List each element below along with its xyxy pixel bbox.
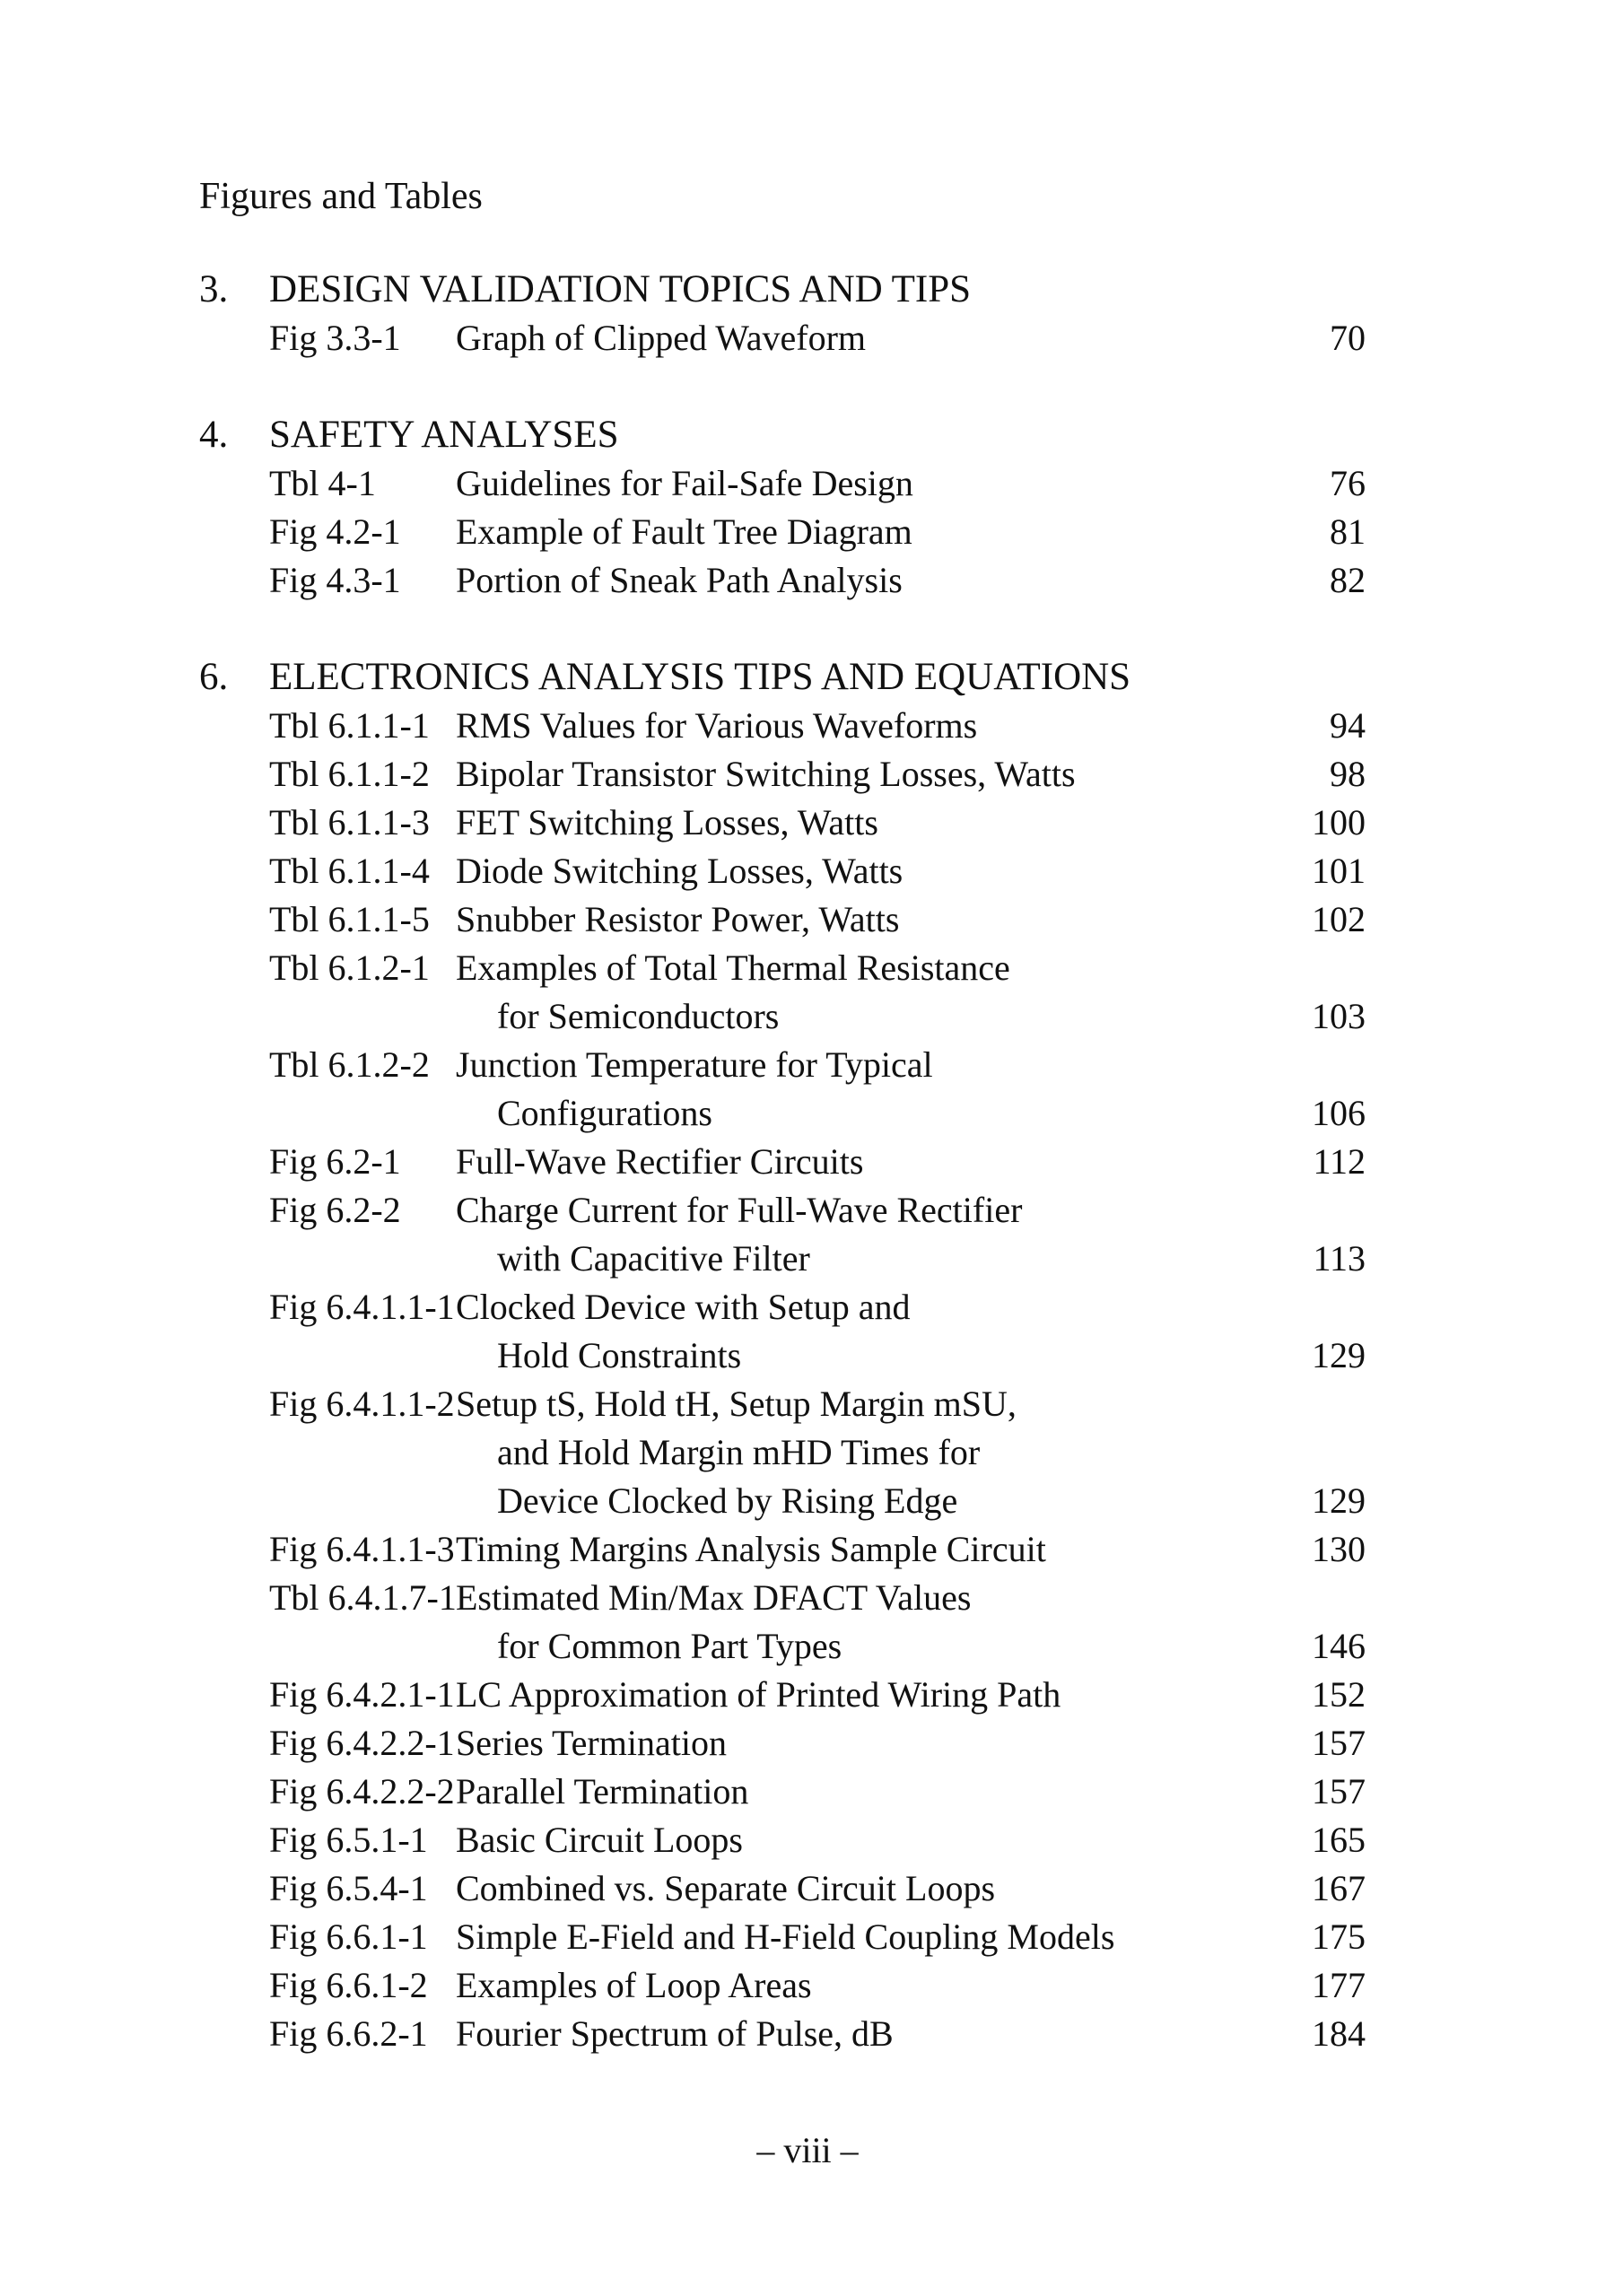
entry-title-line: Clocked Device with Setup and: [456, 1287, 911, 1327]
section-heading: [199, 266, 1366, 314]
toc-section: [199, 266, 1366, 362]
entry-title: [456, 314, 1276, 362]
entry-page-number: [1276, 1913, 1366, 1961]
toc-entry: [199, 459, 1366, 508]
entry-title-line: Basic Circuit Loops: [456, 1820, 743, 1860]
page-number-text: 103: [1312, 996, 1366, 1036]
entry-id: Fig 6.4.1.1-2: [269, 1384, 455, 1424]
entry-id: Fig 4.3-1: [269, 560, 401, 600]
entry-title: [456, 1961, 1276, 2010]
toc-entry: [199, 1525, 1366, 1574]
entry-id: Fig 4.2-1: [269, 511, 401, 552]
toc-section: [199, 411, 1366, 605]
entry-page-number: [1276, 1719, 1366, 1768]
entry-title-line: FET Switching Losses, Watts: [456, 802, 878, 842]
page-number-text: 165: [1312, 1820, 1366, 1860]
entry-title-line: Junction Temperature for Typical: [456, 1044, 933, 1085]
entry-title: [456, 1525, 1276, 1574]
entry-title: [456, 944, 1276, 1041]
entry-title-line: LC Approximation of Printed Wiring Path: [456, 1674, 1061, 1715]
entry-page-number: [1276, 702, 1366, 750]
entry-id: Fig 6.2-2: [269, 1190, 401, 1230]
entry-title-line: Estimated Min/Max DFACT Values: [456, 1577, 972, 1618]
section-number: 3.: [199, 268, 229, 310]
entry-title: [456, 1574, 1276, 1671]
toc-entry: [199, 1768, 1366, 1816]
entry-page-number: [1276, 750, 1366, 799]
toc-entry: [199, 2010, 1366, 2058]
entry-title-line: Examples of Loop Areas: [456, 1965, 812, 2005]
section-number: 4.: [199, 414, 229, 456]
entry-title: [456, 508, 1276, 556]
entry-id: Fig 6.4.2.2-1: [269, 1723, 455, 1763]
toc-entry: [199, 1574, 1366, 1671]
entry-title: [456, 556, 1276, 605]
entry-page-number: [1276, 1864, 1366, 1913]
section-heading: [199, 653, 1366, 702]
toc-entry: [199, 944, 1366, 1041]
toc-entry: [199, 1864, 1366, 1913]
page-header: Figures and Tables: [199, 176, 483, 217]
entry-id: Tbl 6.1.1-3: [269, 802, 430, 842]
entry-id: Fig 6.6.2-1: [269, 2013, 428, 2054]
toc-entry: [199, 702, 1366, 750]
entry-title-line: Device Clocked by Rising Edge: [497, 1480, 958, 1521]
page-number-text: 70: [1330, 318, 1366, 358]
entry-id: Fig 6.2-1: [269, 1141, 401, 1182]
entry-title: [456, 1768, 1276, 1816]
entry-title-line: Configurations: [497, 1093, 712, 1133]
entry-id: Fig 6.4.1.1-3: [269, 1529, 455, 1569]
entry-title-line: with Capacitive Filter: [497, 1238, 810, 1279]
entry-title-line: Setup tS, Hold tH, Setup Margin mSU,: [456, 1384, 1017, 1424]
toc-entry: [199, 1913, 1366, 1961]
page-number-text: 101: [1312, 851, 1366, 891]
entry-title-line: for Common Part Types: [497, 1626, 842, 1666]
toc-entry: [199, 750, 1366, 799]
entry-title: [456, 1864, 1276, 1913]
entry-page-number: [1276, 459, 1366, 508]
toc-entry: [199, 1283, 1366, 1380]
entry-title-line: for Semiconductors: [497, 996, 780, 1036]
toc-entry: [199, 1186, 1366, 1283]
section-title: ELECTRONICS ANALYSIS TIPS AND EQUATIONS: [269, 656, 1131, 698]
page-number-text: 98: [1330, 754, 1366, 794]
section-title: DESIGN VALIDATION TOPICS AND TIPS: [269, 268, 972, 310]
entry-title: [456, 1041, 1276, 1138]
page-number-text: 146: [1312, 1626, 1366, 1666]
entry-id: Fig 6.4.2.2-2: [269, 1771, 455, 1811]
entry-page-number: [1276, 1138, 1366, 1186]
entry-title-line: Portion of Sneak Path Analysis: [456, 560, 903, 600]
entry-title-line: Bipolar Transistor Switching Losses, Watts: [456, 754, 1076, 794]
entry-page-number: [1276, 556, 1366, 605]
page-number-text: 112: [1313, 1141, 1366, 1182]
entry-id: Fig 6.4.2.1-1: [269, 1674, 455, 1715]
entry-title-line: Guidelines for Fail-Safe Design: [456, 463, 913, 503]
entry-title: [456, 1138, 1276, 1186]
entry-title: [456, 895, 1276, 944]
toc-entry: [199, 1041, 1366, 1138]
entry-page-number: [1276, 1380, 1366, 1525]
entry-id: Fig 6.5.1-1: [269, 1820, 428, 1860]
section-number: 6.: [199, 656, 229, 698]
entry-id: Tbl 6.1.1-4: [269, 851, 430, 891]
entry-title: [456, 1380, 1276, 1525]
entry-id: Fig 6.5.4-1: [269, 1868, 428, 1908]
entry-id: Tbl 6.1.1-1: [269, 705, 430, 746]
entry-id: Fig 6.6.1-1: [269, 1916, 428, 1957]
page-number-text: 94: [1330, 705, 1366, 746]
entry-page-number: [1276, 1525, 1366, 1574]
toc-entry: [199, 847, 1366, 895]
page-number-text: 76: [1330, 463, 1366, 503]
entry-title-line: and Hold Margin mHD Times for: [497, 1432, 981, 1472]
entry-title: [456, 702, 1276, 750]
page-number-text: 129: [1312, 1480, 1366, 1521]
figures-tables-list: [199, 266, 1366, 2107]
entry-title-line: Series Termination: [456, 1723, 727, 1763]
entry-title: [456, 1283, 1276, 1380]
entry-page-number: [1276, 1283, 1366, 1380]
entry-page-number: [1276, 1041, 1366, 1138]
entry-page-number: [1276, 895, 1366, 944]
page-number-text: 100: [1312, 802, 1366, 842]
toc-entry: [199, 895, 1366, 944]
page-number-text: 152: [1312, 1674, 1366, 1715]
entry-title-line: Parallel Termination: [456, 1771, 749, 1811]
entry-page-number: [1276, 2010, 1366, 2058]
entry-page-number: [1276, 944, 1366, 1041]
entry-page-number: [1276, 847, 1366, 895]
section-heading: [199, 411, 1366, 459]
entry-title-line: Timing Margins Analysis Sample Circuit: [456, 1529, 1046, 1569]
page-number-text: 81: [1330, 511, 1366, 552]
entry-title: [456, 1816, 1276, 1864]
page-number-text: 167: [1312, 1868, 1366, 1908]
entry-title: [456, 459, 1276, 508]
entry-page-number: [1276, 799, 1366, 847]
entry-id: Tbl 6.1.1-5: [269, 899, 430, 939]
toc-entry: [199, 1719, 1366, 1768]
entry-page-number: [1276, 508, 1366, 556]
entry-title: [456, 750, 1276, 799]
toc-entry: [199, 1961, 1366, 2010]
page-number-text: 184: [1312, 2013, 1366, 2054]
entry-title-line: Charge Current for Full-Wave Rectifier: [456, 1190, 1023, 1230]
entry-title: [456, 1913, 1276, 1961]
toc-entry: [199, 314, 1366, 362]
toc-entry: [199, 799, 1366, 847]
entry-title-line: Combined vs. Separate Circuit Loops: [456, 1868, 996, 1908]
page-number-text: 106: [1312, 1093, 1366, 1133]
toc-entry: [199, 1380, 1366, 1525]
entry-page-number: [1276, 1671, 1366, 1719]
entry-title-line: Simple E-Field and H-Field Coupling Models: [456, 1916, 1115, 1957]
page-number-text: 177: [1312, 1965, 1366, 2005]
page-number-text: 130: [1312, 1529, 1366, 1569]
page-number-text: 157: [1312, 1771, 1366, 1811]
page-number: – viii –: [756, 2130, 859, 2170]
entry-title-line: Full-Wave Rectifier Circuits: [456, 1141, 864, 1182]
entry-title-line: Fourier Spectrum of Pulse, dB: [456, 2013, 894, 2054]
entry-title: [456, 1719, 1276, 1768]
toc-entry: [199, 556, 1366, 605]
section-title: SAFETY ANALYSES: [269, 414, 619, 456]
entry-id: Tbl 6.1.2-1: [269, 947, 430, 988]
entry-id: Tbl 6.4.1.7-1: [269, 1577, 457, 1618]
toc-entry: [199, 1816, 1366, 1864]
toc-entry: [199, 1138, 1366, 1186]
page-number-text: 82: [1330, 560, 1366, 600]
entry-id: Fig 3.3-1: [269, 318, 401, 358]
entry-page-number: [1276, 1768, 1366, 1816]
entry-page-number: [1276, 1186, 1366, 1283]
entry-page-number: [1276, 1961, 1366, 2010]
entry-id: Fig 6.6.1-2: [269, 1965, 428, 2005]
page-number-text: 157: [1312, 1723, 1366, 1763]
entry-id: Fig 6.4.1.1-1: [269, 1287, 455, 1327]
entry-title-line: Snubber Resistor Power, Watts: [456, 899, 900, 939]
toc-section: [199, 653, 1366, 2058]
entry-id: Tbl 6.1.2-2: [269, 1044, 430, 1085]
entry-title-line: Graph of Clipped Waveform: [456, 318, 867, 358]
entry-title: [456, 2010, 1276, 2058]
page-number-text: 102: [1312, 899, 1366, 939]
entry-title-line: RMS Values for Various Waveforms: [456, 705, 978, 746]
entry-page-number: [1276, 1816, 1366, 1864]
entry-title: [456, 799, 1276, 847]
entry-page-number: [1276, 314, 1366, 362]
entry-page-number: [1276, 1574, 1366, 1671]
page-number-text: 175: [1312, 1916, 1366, 1957]
toc-entry: [199, 1671, 1366, 1719]
entry-title-line: Diode Switching Losses, Watts: [456, 851, 904, 891]
entry-id: Tbl 6.1.1-2: [269, 754, 430, 794]
entry-title-line: Hold Constraints: [497, 1335, 742, 1375]
entry-title: [456, 1671, 1276, 1719]
page-number-text: 129: [1312, 1335, 1366, 1375]
toc-entry: [199, 508, 1366, 556]
entry-title: [456, 847, 1276, 895]
entry-title-line: Example of Fault Tree Diagram: [456, 511, 912, 552]
entry-id: Tbl 4-1: [269, 463, 376, 503]
entry-title-line: Examples of Total Thermal Resistance: [456, 947, 1010, 988]
entry-title: [456, 1186, 1276, 1283]
page-number-text: 113: [1313, 1238, 1366, 1279]
